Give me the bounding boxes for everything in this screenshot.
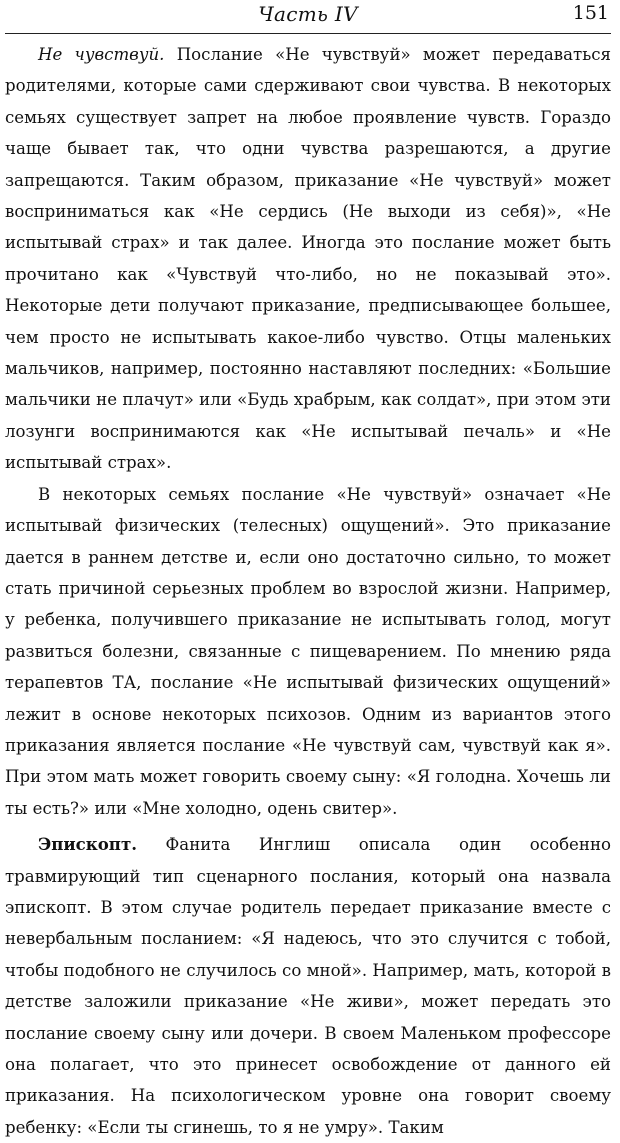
paragraph xyxy=(5,829,611,1143)
paragraph-text: В некоторых семьях послание «Не чувствуй» означает «Не испытывай физических (телесных) ощущений». Это приказание дается в раннем детстве и, если оно достаточно сильно, то может стать причиной серьезных проблем во взрослой жизни. Например, у ребенка, получившего приказание не испытывать голод, могут развиться болезни, связанные с пищеварением. По мнению ряда терапевтов ТА, послание «Не испытывай физических ощущений» лежит в основе некоторых психозов. Одним из вариантов этого приказания является послание «Не чувствуй сам, чувствуй как я». При этом мать может говорить своему сыну: «Я голодна. Хочешь ли ты есть?» или «Мне холодно, одень свитер». xyxy=(5,484,611,818)
paragraph-text: Фанита Инглиш описала один особенно травмирующий тип сценарного послания, который она назвала эпископт. В этом случае родитель передает приказание вместе с невербальным посланием: «Я надеюсь, что это случится с тобой, чтобы подобного не случилось со мной». Например, мать, которой в детстве заложили приказание «Не живи», может передать это послание своему сыну или дочери. В своем Маленьком профессоре она полагает, что это принесет освобождение от данного ей приказания. На психологическом уровне она говорит своему ребенку: «Если ты сгинешь, то я не умру». Таким xyxy=(5,835,611,1137)
running-title: Часть IV xyxy=(258,2,358,26)
running-header xyxy=(5,0,611,34)
body-text xyxy=(5,39,611,1143)
term-heading: Не чувствуй. xyxy=(38,45,165,64)
paragraph-text: Послание «Не чувствуй» может передаваться родителями, которые сами сдерживают свои чувства. В некоторых семьях существует запрет на любое проявление чувств. Гораздо чаще бывает так, что одни чувства разрешаются, а другие запрещаются. Таким образом, приказание «Не чувствуй» может восприниматься как «Не сердись (Не выходи из себя)», «Не испытывай страх» и так далее. Иногда это послание может быть прочитано как «Чувствуй что-либо, но не показывай это». Некоторые дети получают приказание, предписывающее большее, чем просто не испытывать какое-либо чувство. Отцы маленьких мальчиков, например, постоянно наставляют последних: «Большие мальчики не плачут» или «Будь храбрым, как солдат», при этом эти лозунги воспринимаются как «Не испытывай печаль» и «Не испытывай страх». xyxy=(5,45,611,473)
paragraph xyxy=(5,479,611,824)
page-number: 151 xyxy=(572,2,609,24)
term-heading: Эпископт. xyxy=(38,834,138,855)
paragraph xyxy=(5,39,611,479)
